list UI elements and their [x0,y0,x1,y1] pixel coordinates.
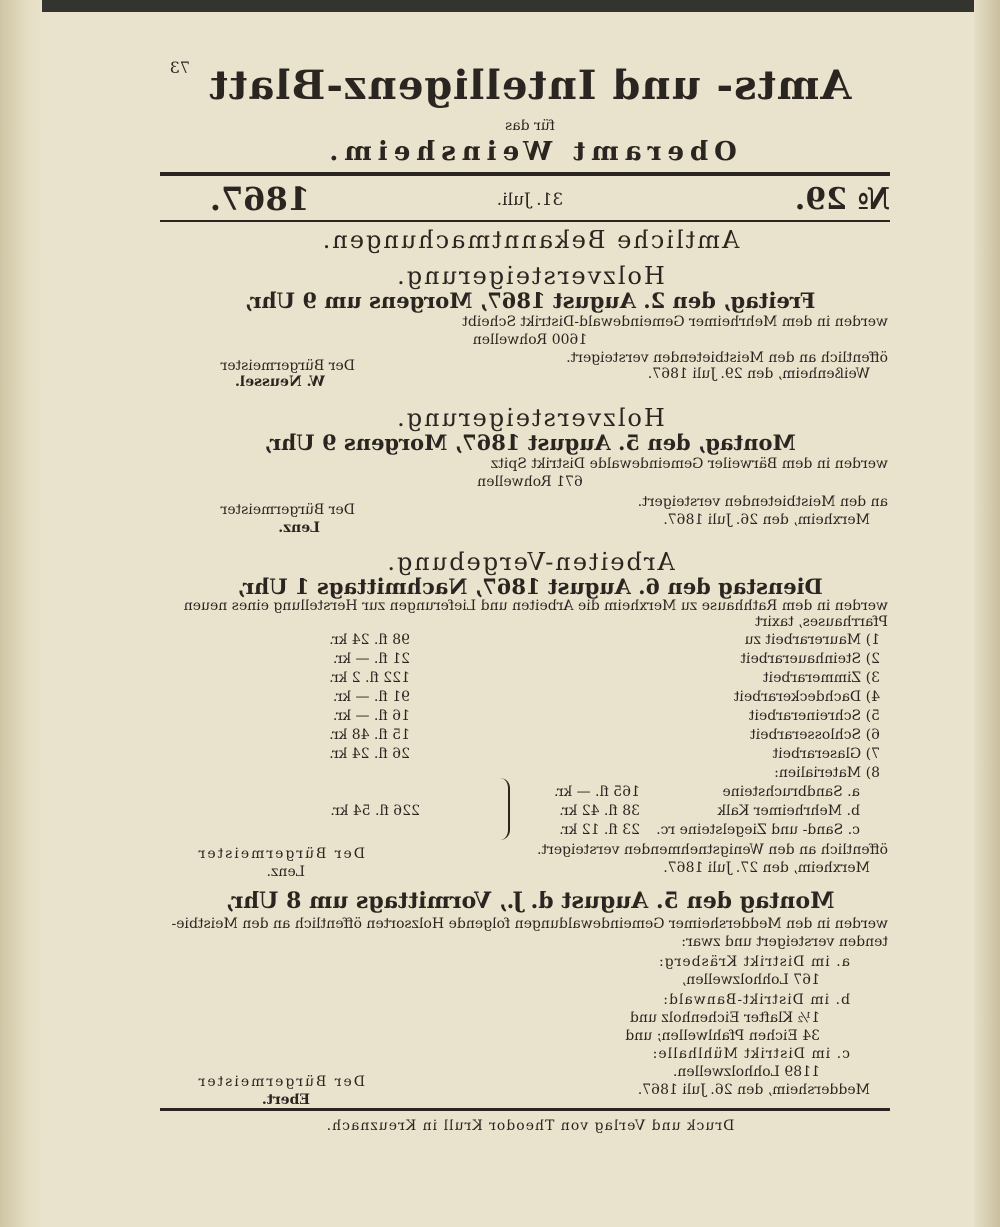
page-number: 73 [169,58,190,77]
material-amount: 165 fl. — kr. [554,784,640,800]
notice3-line1: werden in dem Rathhause zu Merxheim die Arbeiten und Lieferungen zur Herstellung eines neuen [183,598,888,614]
notice1-signature-role: Der Bürgermeister [220,358,355,374]
notice4-c1: 1189 Lohholzwellen. [672,1064,820,1080]
notice1-line2: 1600 Rohwellen [472,332,588,348]
item-amount: 122 fl. 2 kr. [329,670,410,686]
imprint: Druck und Verlag von Theodor Krull in Kreuznach. [325,1118,735,1134]
page-right-edge [974,0,1000,1227]
notice1-title: Holzversteigerung. [395,262,665,290]
notice4-b1: 1½ Klafter Eichenholz und [629,1010,820,1026]
section-title: Amtliche Bekanntmachungen. [320,226,740,254]
notice4-datetime: Montag den 5. August d. J., Vormittags um 8 Uhr, [225,888,835,914]
notice3-title: Arbeiten-Vergebung. [385,548,675,576]
item-label: 5) Schreinerarbeit [748,708,880,724]
notice4-b: b. im Distrikt-Banwald: [662,992,850,1008]
notice4-a1: 167 Lohholzwellen, [681,972,820,988]
item-label: 7) Glaserarbeit [772,746,880,762]
notice4-c: c. im Distrikt Mühlhalle: [651,1046,850,1062]
notice3-signature-role: Der Bürgermeister [196,846,365,862]
notice4-line1: werden in den Meddersheimer Gemeindewaldungen folgende Holzsorten öffentlich an den Meistbie- [171,916,888,932]
materials-total: 226 fl. 54 kr. [330,803,420,819]
item-amount: 21 fl. — kr. [332,651,410,667]
item-label: 3) Zimmerarbeit [763,670,880,686]
notice4-signature-name: Ebert. [261,1092,310,1108]
issue-date: 31. Juli. [496,190,564,210]
notice2-signature-name: Lenz. [278,520,320,536]
notice3-signature-name: Lenz. [266,864,305,880]
item-label: 6) Schlosserarbeit [750,727,880,743]
notice3-place: Merxheim, den 27. Juli 1867. [663,860,870,876]
item-amount: 98 fl. 24 kr. [329,632,410,648]
masthead-fuer: für das [505,118,555,134]
notice4-place: Meddersheim, den 26. Juli 1867. [637,1082,870,1098]
masthead-rule-top [160,172,890,176]
notice2-datetime: Montag, den 5. August 1867, Morgens 9 Uhr, [264,430,796,455]
item-label: 8) Materialien: [774,765,880,781]
notice4-line2: tenden versteigert und zwar: [681,934,888,950]
notice1-signature-name: W. Neussel. [234,374,325,390]
notice2-place: Merxheim, den 26. Juli 1867. [663,512,870,528]
item-amount: 26 fl. 24 kr. [329,746,410,762]
footer-rule [160,1108,890,1111]
material-amount: 38 fl. 42 kr. [559,803,640,819]
issue-year: 1867. [209,180,310,218]
mirrored-print [150,0,910,1160]
item-label: 1) Maurerarbeit zu [744,632,880,648]
notice2-line1: werden in dem Bärweiler Gemeindewalde Distrikt Spitz [490,456,888,472]
item-label: 4) Dachdeckerarbeit [733,689,880,705]
notice2-signature-role: Der Bürgermeister [220,502,355,518]
notice4-signature-role: Der Bürgermeister [196,1074,365,1090]
notice2-line3: an den Meistbietenden versteigert. [637,494,888,510]
materials-brace [496,778,510,840]
item-amount: 16 fl. — kr. [332,708,410,724]
material-amount: 23 fl. 12 kr. [559,822,640,838]
book-binding-edge [0,0,42,1227]
masthead-oberamt: Oberamt Weinsheim. [323,137,737,167]
notice3-line3: öffentlich an den Wenigstnehmenden versteigert. [537,842,888,858]
notice3-datetime: Dienstag den 6. August 1867, Nachmittags 1 Uhr, [237,574,823,599]
item-label: 2) Steinhauerarbeit [740,651,880,667]
masthead-title: Amts- und Intelligenz-Blatt [208,62,852,109]
masthead-rule-bottom [160,220,890,222]
notice2-line2: 671 Rohwellen [477,474,583,490]
notice2-title: Holzversteigerung. [395,404,665,432]
notice3-line2: Pfarrhauses, taxirt [755,614,888,630]
notice1-line3: öffentlich an den Meistbietenden versteigert. [566,350,888,366]
material-label: c. Sand- und Ziegelsteine rc. [656,822,860,838]
notice1-line1: werden in dem Mehrheimer Gemeindewald-Distrikt Scheibt [462,314,888,330]
notice1-place: Weißenheim, den 29. Juli 1867. [647,366,870,382]
material-label: a. Sandbruchsteine [722,784,860,800]
notice4-b2: 34 Eichen Pfahlwellen; und [625,1028,820,1044]
notice4-a: a. im Distrikt Kräsberg: [658,954,850,970]
issue-number: № 29. [794,182,890,217]
material-label: b. Mehrheimer Kalk [717,803,860,819]
notice1-datetime: Freitag, den 2. August 1867, Morgens um 9 Uhr, [244,288,816,313]
item-amount: 91 fl. — kr. [332,689,410,705]
item-amount: 15 fl. 48 kr. [329,727,410,743]
